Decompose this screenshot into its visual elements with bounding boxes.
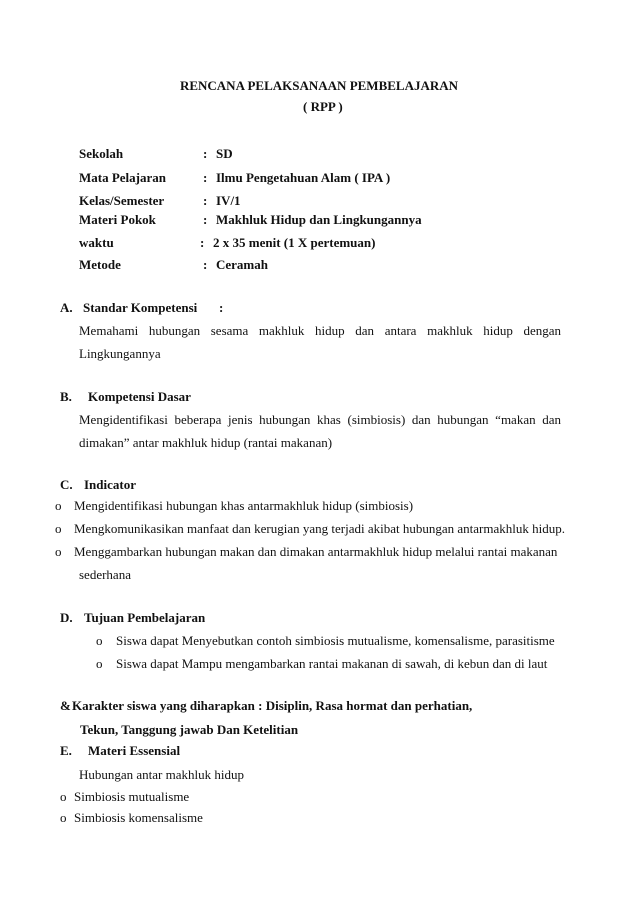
identity-sep: : [203, 193, 208, 208]
section-a-text-line1: Memahami hubungan sesama makhluk hidup dan antara makhluk hidup dengan [79, 323, 561, 338]
indicator-item: Mengidentifikasi hubungan khas antarmakhluk hidup (simbiosis) [74, 498, 414, 513]
section-a-heading: Standar Kompetensi [83, 300, 198, 315]
identity-value: Ceramah [216, 257, 268, 272]
document-title: RENCANA PELAKSANAAN PEMBELAJARAN [179, 78, 459, 93]
section-e-intro: Hubungan antar makhluk hidup [79, 767, 244, 782]
identity-label: Sekolah [79, 146, 124, 161]
identity-value: Ilmu Pengetahuan Alam ( IPA ) [216, 170, 391, 185]
objective-item: Siswa dapat Mampu mengambarkan rantai makanan di sawah, di kebun dan di laut [116, 656, 548, 671]
document-subtitle: ( RPP ) [303, 99, 343, 114]
identity-sep: : [203, 257, 208, 272]
identity-sep: : [200, 235, 205, 250]
bullet-icon: o [55, 498, 62, 513]
indicator-item: Menggambarkan hubungan makan dan dimakan antarmakhluk hidup melalui rantai makanan [74, 544, 558, 559]
identity-value: 2 x 35 menit (1 X pertemuan) [213, 235, 376, 250]
bullet-icon: o [55, 544, 62, 559]
identity-value: IV/1 [216, 193, 241, 208]
materi-item: Simbiosis komensalisme [74, 810, 203, 825]
section-d-letter: D. [60, 610, 73, 625]
bullet-icon: o [60, 789, 67, 804]
identity-sep: : [203, 170, 208, 185]
indicator-item-continuation: sederhana [79, 567, 131, 582]
identity-label: Mata Pelajaran [79, 170, 167, 185]
bullet-icon: o [96, 633, 103, 648]
section-d-heading: Tujuan Pembelajaran [84, 610, 206, 625]
section-e-letter: E. [60, 743, 72, 758]
materi-item: Simbiosis mutualisme [74, 789, 190, 804]
bullet-icon: o [55, 521, 62, 536]
karakter-line1: Karakter siswa yang diharapkan : Disiplin, Rasa hormat dan perhatian, [72, 698, 473, 713]
section-b-text-line1: Mengidentifikasi beberapa jenis hubungan khas (simbiosis) dan hubungan “makan dan [79, 412, 561, 427]
identity-value: SD [216, 146, 233, 161]
section-a-text-line2: Lingkungannya [79, 346, 161, 361]
identity-sep: : [203, 146, 208, 161]
karakter-line2: Tekun, Tanggung jawab Dan Ketelitian [80, 722, 299, 737]
section-c-heading: Indicator [84, 477, 136, 492]
identity-value: Makhluk Hidup dan Lingkungannya [216, 212, 422, 227]
indicator-item: Mengkomunikasikan manfaat dan kerugian yang terjadi akibat hubungan antarmakhluk hidup. [74, 521, 565, 536]
section-e-heading: Materi Essensial [88, 743, 181, 758]
ampersand-symbol: & [60, 698, 71, 713]
objective-item: Siswa dapat Menyebutkan contoh simbiosis mutualisme, komensalisme, parasitisme [116, 633, 555, 648]
section-c-letter: C. [60, 477, 73, 492]
section-a-colon: : [219, 300, 224, 315]
section-b-letter: B. [60, 389, 72, 404]
identity-label: waktu [79, 235, 114, 250]
section-b-text-line2: dimakan” antar makhluk hidup (rantai makanan) [79, 435, 333, 450]
bullet-icon: o [60, 810, 67, 825]
identity-sep: : [203, 212, 208, 227]
identity-label: Kelas/Semester [79, 193, 165, 208]
section-a-letter: A. [60, 300, 73, 315]
identity-label: Materi Pokok [79, 212, 156, 227]
section-b-heading: Kompetensi Dasar [88, 389, 191, 404]
bullet-icon: o [96, 656, 103, 671]
identity-label: Metode [79, 257, 121, 272]
